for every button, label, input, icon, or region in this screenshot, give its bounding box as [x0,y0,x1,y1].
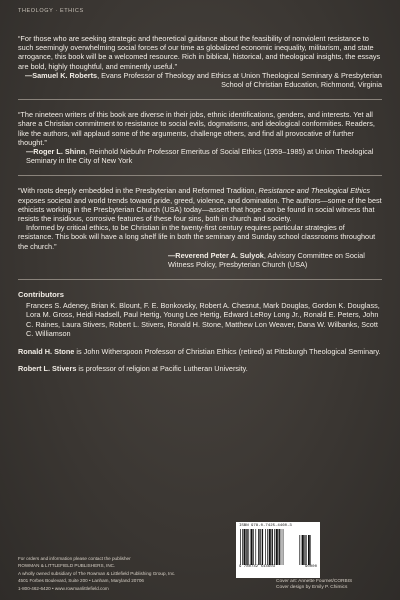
blurb-author: —Samuel K. Roberts [24,70,98,80]
blurb-roberts [18,34,382,89]
contributors-heading: Contributors [18,290,64,300]
blurb-text [18,186,382,223]
blurb-author: —Reverend Peter A. Sulyok [168,250,264,260]
publisher-line: 4501 Forbes Boulevard, Suite 200 • Lanham, Maryland 20706 [18,578,144,584]
publisher-line: For orders and information please contact the publisher [18,555,131,561]
blurb-attribution [18,71,382,89]
contributors-list: Frances S. Adeney, Brian K. Blount, F. E. Bonkovsky, Robert A. Chesnut, Mark Douglas, Gordon K. Douglass, Lora M. Gross, Heidi Hadsell, Paul Hertig, Young Lee Hertig, Edward LeRoy Long Jr., Ronald E. Peters, John C. Raines, Laura Stivers, Robert L. Stivers, Ronald H. Stone, Matthew Lon Weaver, Dana W. Wilbanks, Scott C. Williamson [26,301,380,338]
blurb-text-part: exposes societal and world trends toward pride, greed, violence, and domination. The authors—some of the best ethicists working in the Presbyterian Church (USA) today—assert that hope can be found in social witness that resists the insidious, corrosive features of these four sins, both in church and society. [18,195,382,224]
barcode-number-row [239,565,317,569]
blurb-text: Informed by critical ethics, to be Christian in the twenty-first century requires particular strategies of resistance. This book will have a long shelf life in both the seminary and Sunday school classrooms throughout the church.” [18,223,376,251]
blurb-affiliation: , Reinhold Niebuhr Professor Emeritus of Social Ethics (1959–1985) at Union Theological Seminary in the City of New York [26,147,374,166]
cover-credits [276,579,386,592]
divider [18,99,382,100]
blurb-sulyok [18,186,382,269]
barcode [236,522,320,578]
bio-text: is professor of religion at Pacific Lutheran University. [76,364,248,374]
book-title: Resistance and Theological Ethics [258,186,371,196]
cover-art-credit: Cover art: Annette Fournet/CORBIS [276,578,353,584]
bottom-section [18,512,386,592]
barcode-number: 9 780742 544603 [239,565,276,569]
blurb-affiliation: , Advisory Committee on Social Witness Policy, Presbyterian Church (USA) [168,250,365,270]
blurb-text: “The nineteen writers of this book are diverse in their jobs, ethnic identifications, genders, and interests. Yet all share a Christian commitment to resistance to social evils, dogmatisms, and ideological conformities. Readers, like the authors, will applaud some of the arguments, challenge others, and find all provocative of further thought.” [18,110,375,147]
blurb-attribution [18,147,382,165]
blurb-text: “For those who are seeking strategic and theoretical guidance about the feasibility of nonviolent resistance to such seemingly overwhelming social forces of our time as globalized economic inequality, militarism, and state arrogance, this book will be a welcomed resource. Rich in biblical, historical, and theological insights, the essays are bold, highly thoughtful, and eminently useful.” [18,34,381,71]
category-label: THEOLOGY · ETHICS [18,8,84,14]
publisher-info [18,555,208,592]
publisher-line: A wholly owned subsidiary of The Rowman & Littlefield Publishing Group, Inc. [18,570,176,576]
blurb-text-part: “With roots deeply embedded in the Presbyterian and Reformed Tradition, [18,186,259,196]
divider [18,175,382,176]
bio-stone [18,347,382,356]
blurb-affiliation: , Evans Professor of Theology and Ethics at Union Theological Seminary & Presbyterian School of Christian Education, Richmond, Virginia [97,70,382,90]
publisher-line: ROWMAN & LITTLEFIELD PUBLISHERS, INC. [18,563,116,569]
bio-name: Ronald H. Stone [18,347,75,357]
bio-stivers [18,364,382,373]
divider [18,279,382,280]
blurb-author: —Roger L. Shinn [26,147,86,157]
cover-design-credit: Cover design by Emily P. Chimics [276,585,348,591]
barcode-bars [239,529,317,565]
bio-name: Robert L. Stivers [18,364,77,374]
blurb-attribution [18,251,382,269]
isbn-text: ISBN 978-0-7425-4460-3 [239,524,292,528]
publisher-line: 1-800-462-6420 • www.rowmanlittlefield.com [18,585,109,591]
bio-text: is John Witherspoon Professor of Christian Ethics (retired) at Pittsburgh Theological Seminary. [74,347,381,357]
barcode-price-code: 90000 [304,565,317,569]
blurb-shinn [18,110,382,165]
